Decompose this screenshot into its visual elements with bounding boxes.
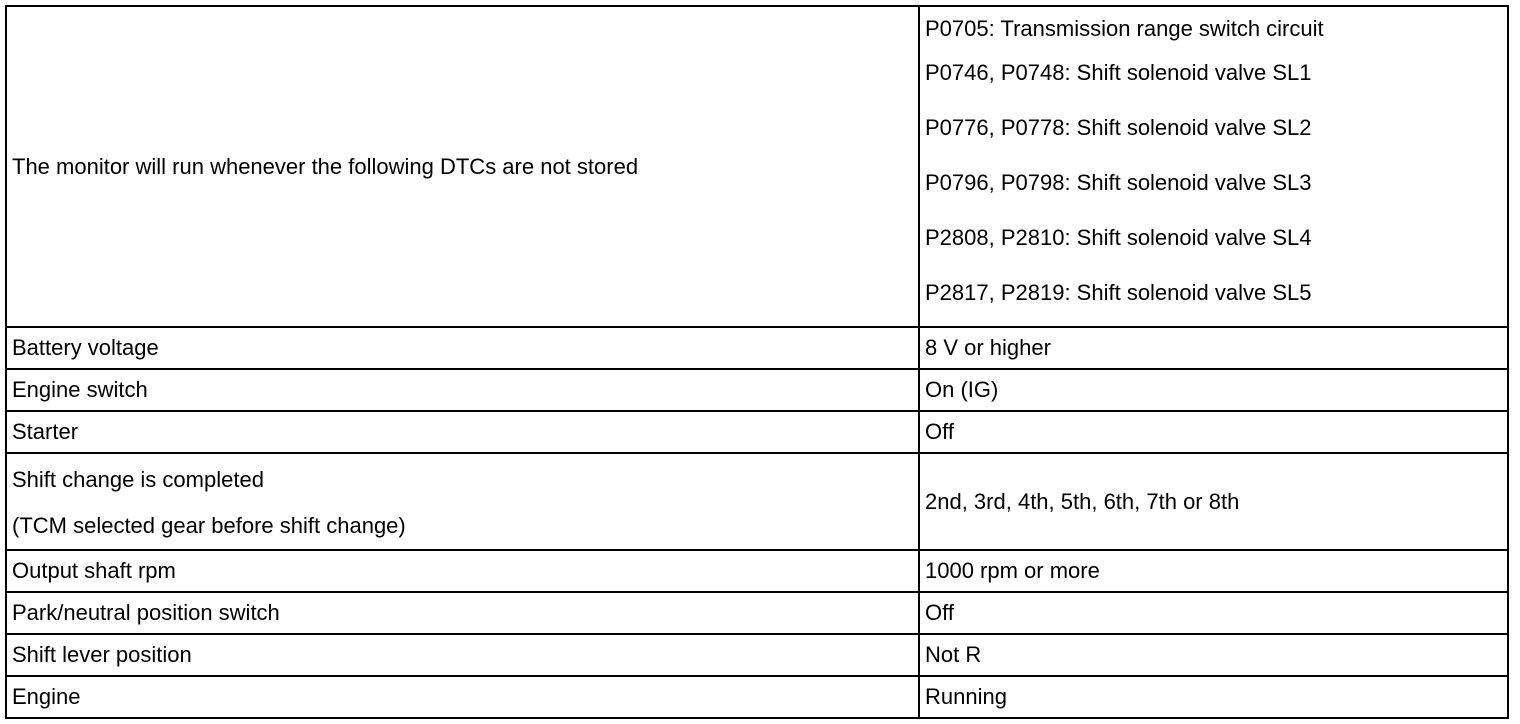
dtc-item: P0746, P0748: Shift solenoid valve SL1 [925, 60, 1312, 85]
condition-label [6, 453, 919, 550]
condition-value [919, 6, 1508, 327]
dtc-item: P0796, P0798: Shift solenoid valve SL3 [925, 170, 1312, 195]
table-row-pnp-switch [6, 592, 1508, 634]
condition-label: Output shaft rpm [6, 550, 919, 592]
dtc-item: P0705: Transmission range switch circuit [925, 16, 1324, 41]
table-row-dtc [6, 6, 1508, 327]
condition-value: Off [919, 411, 1508, 453]
condition-label-line: (TCM selected gear before shift change) [12, 512, 406, 538]
condition-label: Engine switch [6, 369, 919, 411]
condition-label-line: Shift change is completed [12, 466, 264, 492]
condition-label: Shift lever position [6, 634, 919, 676]
condition-label: Battery voltage [6, 327, 919, 369]
dtc-item: P2808, P2810: Shift solenoid valve SL4 [925, 225, 1312, 250]
condition-label-text: The monitor will run whenever the following DTCs are not stored [12, 153, 639, 179]
dtc-item: P0776, P0778: Shift solenoid valve SL2 [925, 115, 1312, 140]
dtc-item: P2817, P2819: Shift solenoid valve SL5 [925, 280, 1312, 305]
condition-label: Starter [6, 411, 919, 453]
table-row-starter [6, 411, 1508, 453]
table-row-engine-switch [6, 369, 1508, 411]
conditions-table [5, 5, 1509, 719]
condition-label [6, 6, 919, 327]
condition-value: 1000 rpm or more [919, 550, 1508, 592]
condition-label: Engine [6, 676, 919, 718]
table-row-shift-lever [6, 634, 1508, 676]
condition-value: Running [919, 676, 1508, 718]
table-row-output-shaft [6, 550, 1508, 592]
condition-label: Park/neutral position switch [6, 592, 919, 634]
condition-value: Not R [919, 634, 1508, 676]
condition-value: Off [919, 592, 1508, 634]
table-row-battery [6, 327, 1508, 369]
condition-value: 8 V or higher [919, 327, 1508, 369]
table-row-shift-change [6, 453, 1508, 550]
condition-value: On (IG) [919, 369, 1508, 411]
table-row-engine [6, 676, 1508, 718]
condition-value: 2nd, 3rd, 4th, 5th, 6th, 7th or 8th [919, 453, 1508, 550]
